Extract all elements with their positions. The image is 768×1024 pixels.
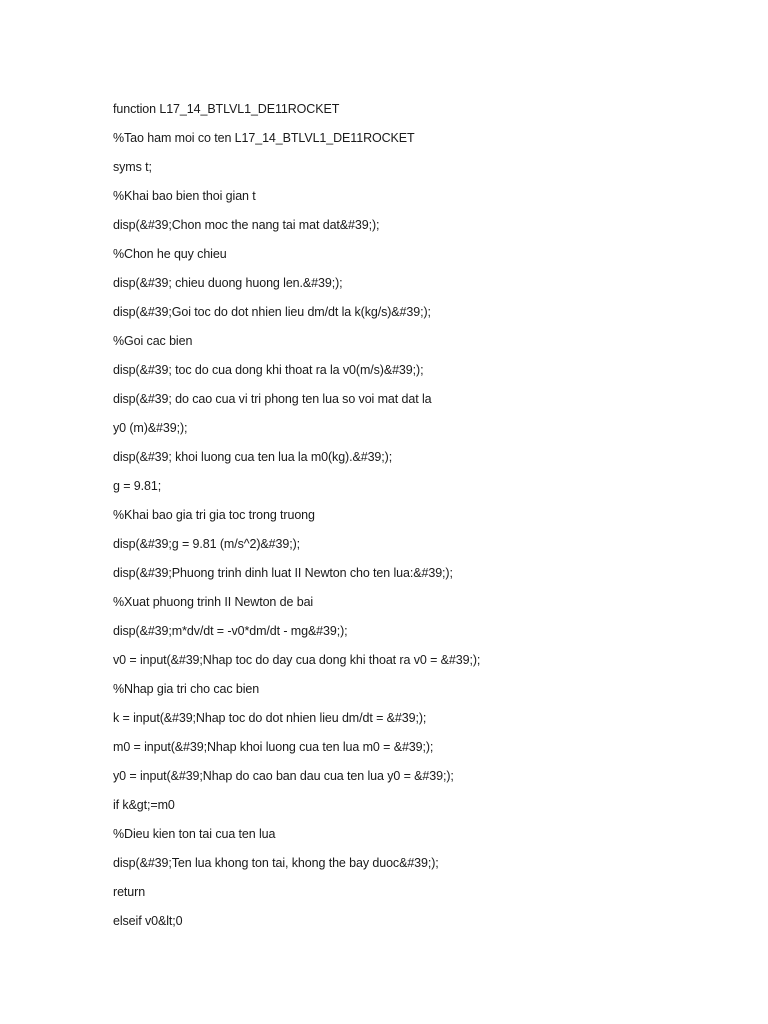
code-line: disp(&#39; khoi luong cua ten lua la m0(kg).&#39;);	[113, 450, 393, 464]
code-line: g = 9.81;	[113, 479, 162, 493]
code-line: %Nhap gia tri cho cac bien	[113, 682, 260, 696]
code-line: %Goi cac bien	[113, 334, 193, 348]
code-line: disp(&#39;m*dv/dt = -v0*dm/dt - mg&#39;);	[113, 624, 348, 638]
code-line: disp(&#39; do cao cua vi tri phong ten lua so voi mat dat la	[113, 392, 432, 406]
code-line: disp(&#39;Phuong trinh dinh luat II Newton cho ten lua:&#39;);	[113, 566, 453, 580]
code-line: %Khai bao bien thoi gian t	[113, 189, 256, 203]
code-line: %Xuat phuong trinh II Newton de bai	[113, 595, 314, 609]
code-line: k = input(&#39;Nhap toc do dot nhien lieu dm/dt = &#39;);	[113, 711, 427, 725]
code-line: disp(&#39;Chon moc the nang tai mat dat&#39;);	[113, 218, 380, 232]
code-line: disp(&#39;Ten lua khong ton tai, khong the bay duoc&#39;);	[113, 856, 439, 870]
code-line: function L17_14_BTLVL1_DE11ROCKET	[113, 102, 340, 116]
code-line: y0 (m)&#39;);	[113, 421, 188, 435]
code-line: if k&gt;=m0	[113, 798, 175, 812]
code-line: elseif v0&lt;0	[113, 914, 183, 928]
code-line: %Khai bao gia tri gia toc trong truong	[113, 508, 315, 522]
code-line: disp(&#39;g = 9.81 (m/s^2)&#39;);	[113, 537, 301, 551]
code-listing	[113, 98, 753, 939]
code-line: m0 = input(&#39;Nhap khoi luong cua ten lua m0 = &#39;);	[113, 740, 434, 754]
code-line: disp(&#39; chieu duong huong len.&#39;);	[113, 276, 343, 290]
code-line: %Tao ham moi co ten L17_14_BTLVL1_DE11ROCKET	[113, 131, 415, 145]
code-line: return	[113, 885, 146, 899]
code-line: y0 = input(&#39;Nhap do cao ban dau cua ten lua y0 = &#39;);	[113, 769, 454, 783]
code-line: disp(&#39; toc do cua dong khi thoat ra la v0(m/s)&#39;);	[113, 363, 424, 377]
code-line: disp(&#39;Goi toc do dot nhien lieu dm/dt la k(kg/s)&#39;);	[113, 305, 431, 319]
code-line: syms t;	[113, 160, 152, 174]
code-line: %Chon he quy chieu	[113, 247, 227, 261]
code-line: %Dieu kien ton tai cua ten lua	[113, 827, 276, 841]
code-line: v0 = input(&#39;Nhap toc do day cua dong khi thoat ra v0 = &#39;);	[113, 653, 481, 667]
